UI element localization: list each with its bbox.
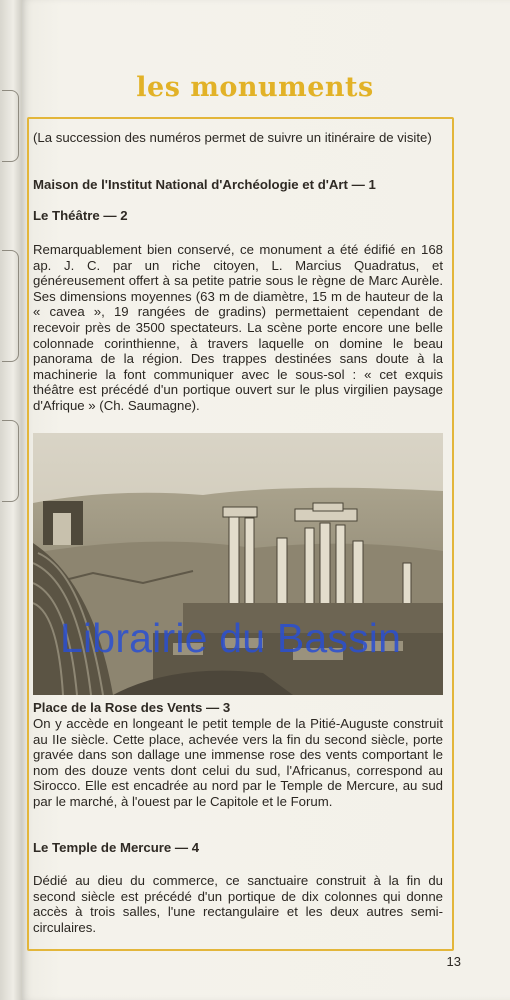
heading-temple: Le Temple de Mercure — 4 [33, 840, 200, 855]
heading-place: Place de la Rose des Vents — 3 [33, 700, 231, 715]
page-title: les monuments [136, 72, 374, 103]
facing-page-sketch [2, 250, 19, 362]
facing-page-sketch [2, 420, 19, 502]
paragraph-place: On y accède en longeant le petit temple de la Pitié-Auguste construit au IIe siècle. Cette place, achevée vers la fin du second siècle, porte gravée dans son dallage une immense rose des vents comportant le nom des douze vents dont celui du sud, l'Africanus, correspond au Sirocco. Elle est encadrée au nord par le Temple de Mercure, au sud par le marché, à l'ouest par le Capitole et le Forum. [33, 716, 443, 809]
intro-note: (La succession des numéros permet de suivre un itinéraire de visite) [33, 130, 432, 145]
paragraph-theatre: Remarquablement bien conservé, ce monument a été édifié en 168 ap. J. C. par un riche citoyen, L. Marcius Quadratus, et généreusement offert à sa petite patrie sous le règne de Marc Aurèle. Ses dimensions moyennes (63 m de diamètre, 15 m de hauteur de la « cavea », 19 rangées de gradins) permettaient cependant de recevoir près de 3500 spectateurs. La scène porte encore une belle colonnade corinthienne, à travers laquelle on domine le beau panorama de la région. Des trappes destinées sans doute à la machinerie la font communiquer avec le sous-sol : « cet exquis théâtre est précédé d'un portique ouvert sur le plus virgilien paysage d'Afrique » (Ch. Saumagne). [33, 242, 443, 413]
paragraph-temple: Dédié au dieu du commerce, ce sanctuaire construit à la fin du second siècle est précédé d'un portique de dix colonnes qui donne accès à trois salles, l'une rectangulaire et les deux autres semi-circulaires. [33, 873, 443, 935]
heading-theatre: Le Théâtre — 2 [33, 208, 128, 223]
heading-institut: Maison de l'Institut National d'Archéologie et d'Art — 1 [33, 177, 376, 192]
facing-page-edge [0, 0, 23, 1000]
bookstore-watermark: Librairie du Bassin [60, 615, 402, 661]
page-number: 13 [446, 954, 461, 969]
